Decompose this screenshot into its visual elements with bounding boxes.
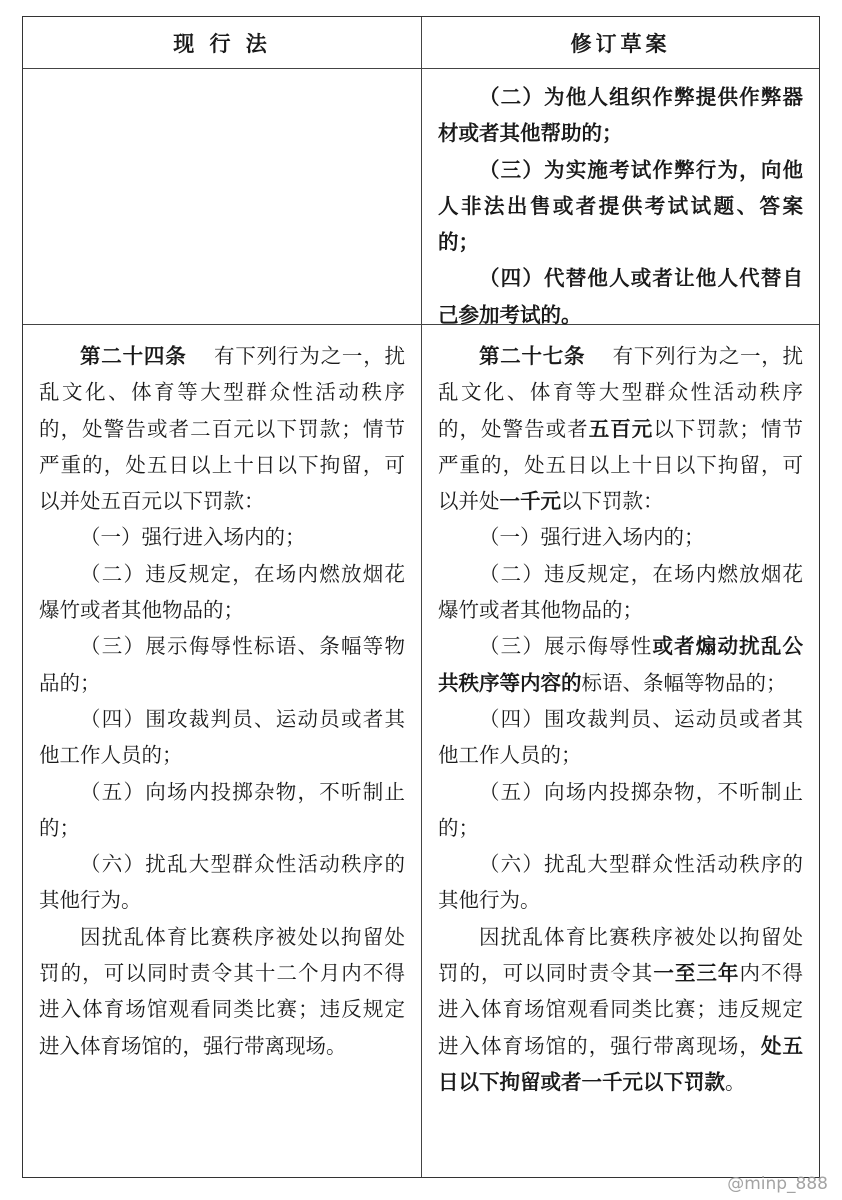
draft-item-1: （一）强行进入场内的； [479, 525, 705, 550]
current-item-1: （一）强行进入场内的； [80, 525, 306, 550]
draft-tail-change-1: 一至三年 [653, 961, 740, 986]
draft-item-3-text: （三）展示侮辱性 [479, 634, 653, 659]
header-draft-revision: 修订草案 [570, 31, 671, 56]
header-current-law: 现 行 法 [173, 31, 271, 56]
draft-item-2: （二）为他人组织作弊提供作弊器材或者其他帮助的； [438, 85, 803, 146]
current-item-3: （三）展示侮辱性标语、条幅等物品的； [39, 634, 405, 695]
top-right-cell [422, 79, 819, 333]
draft-intro-change-2: 一千元 [499, 489, 561, 514]
current-article-intro: 有下列行为之一，扰乱文化、体育等大型群众性活动秩序的，处警告或者二百元以下罚款；情节严重的，处五日以上十日以下拘留，可以并处五百元以下罚款： [39, 344, 406, 514]
draft-item-2b: （二）违反规定，在场内燃放烟花爆竹或者其他物品的； [438, 561, 803, 623]
current-article-number: 第二十四条 [80, 344, 187, 368]
draft-article-cell [422, 338, 819, 1100]
current-item-6: （六）扰乱大型群众性活动秩序的其他行为。 [39, 852, 405, 913]
comparison-table [22, 16, 820, 1178]
header-divider [23, 68, 819, 69]
current-law-article-cell [23, 338, 421, 1064]
watermark-text: @minp_888 [727, 1174, 828, 1194]
draft-tail-text: 因扰乱体育比赛秩序被处以拘留处罚的，可以同时责令其 [438, 924, 803, 986]
draft-intro-text-2: 以下罚款；情节严重的，处五日以上十日以下拘留，可以并处 [438, 416, 803, 514]
draft-tail-change-2: 处五日以下拘留或者一千元以下罚款 [438, 1033, 803, 1094]
draft-item-3-change: 或者煽动扰乱公共秩序等内容的 [438, 634, 804, 695]
current-article-paragraph [39, 338, 405, 519]
current-item-4: （四）围攻裁判员、运动员或者其他工作人员的； [39, 706, 405, 768]
draft-item-6: （六）扰乱大型群众性活动秩序的其他行为。 [438, 852, 803, 913]
draft-item-3: （三）为实施考试作弊行为，向他人非法出售或者提供考试试题、答案的； [438, 157, 803, 255]
draft-item-5: （五）向场内投掷杂物，不听制止的； [438, 779, 803, 840]
draft-intro-text: 有下列行为之一，扰乱文化、体育等大型群众性活动秩序的，处警告或者 [438, 344, 804, 441]
draft-article-paragraph [438, 338, 803, 519]
draft-item-4b: （四）围攻裁判员、运动员或者其他工作人员的； [438, 706, 803, 768]
draft-item-3-text-2: 标语、条幅等物品的； [581, 670, 787, 695]
draft-item-4: （四）代替他人或者让他人代替自己参加考试的。 [438, 266, 803, 327]
current-item-2: （二）违反规定，在场内燃放烟花爆竹或者其他物品的； [39, 561, 405, 623]
draft-item-3b [438, 628, 803, 701]
draft-tail-text-2: 内不得进入体育场馆观看同类比赛；违反规定进入体育场馆的，强行带离现场， [438, 961, 803, 1058]
draft-tail-paragraph [438, 919, 803, 1100]
draft-intro-change-1: 五百元 [588, 416, 654, 441]
draft-intro-text-3: 以下罚款： [561, 489, 664, 514]
draft-article-number: 第二十七条 [479, 344, 586, 368]
current-tail-paragraph: 因扰乱体育比赛秩序被处以拘留处罚的，可以同时责令其十二个月内不得进入体育场馆观看同类比赛；违反规定进入体育场馆的，强行带离现场。 [39, 924, 405, 1058]
draft-tail-text-3: 。 [725, 1069, 746, 1094]
current-item-5: （五）向场内投掷杂物，不听制止的； [39, 779, 405, 840]
